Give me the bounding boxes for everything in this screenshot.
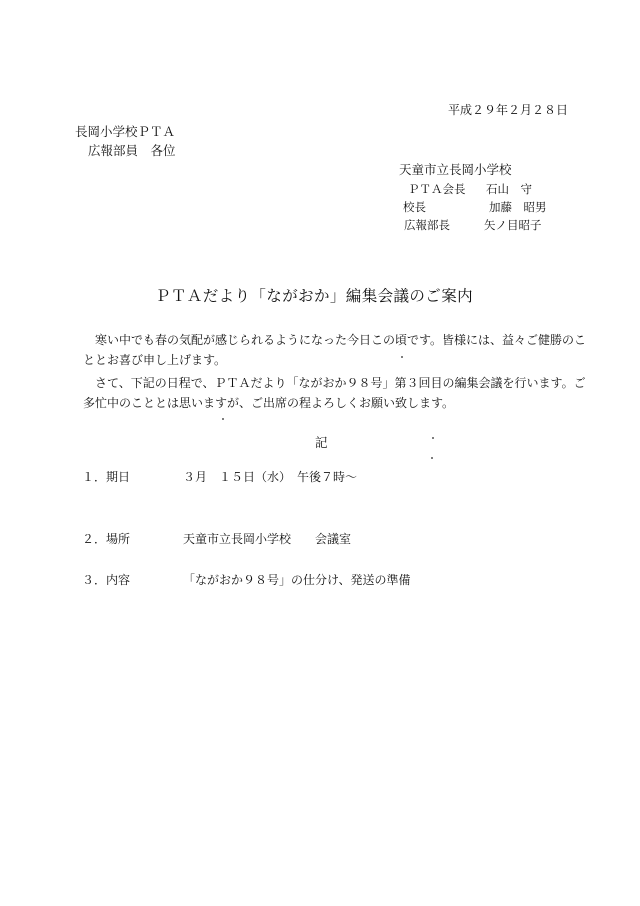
detail-item-content <box>82 571 582 589</box>
detail-label: ３．内容 <box>82 573 131 587</box>
sender-school: 天童市立長岡小学校 <box>399 162 512 177</box>
scan-speck <box>222 418 224 420</box>
detail-label: １．期日 <box>82 470 131 484</box>
signer-pr-chief <box>404 217 604 233</box>
detail-value: 天童市立長岡小学校 会議室 <box>183 532 352 546</box>
ki-heading: 記 <box>315 435 328 450</box>
announcement-paragraph <box>83 373 603 413</box>
signer-pta-president <box>408 181 608 197</box>
scan-speck <box>432 437 434 439</box>
detail-value: 「ながおか９８号」の仕分け、発送の準備 <box>183 573 411 587</box>
signer-principal <box>403 199 603 215</box>
scan-speck <box>431 457 433 459</box>
paragraph-line: 寒い中でも春の気配が感じられるようになった今日この頃です。皆様には、益々ご健勝のこ <box>95 333 587 347</box>
greeting-paragraph <box>83 330 603 370</box>
detail-item-date <box>82 468 582 486</box>
scan-speck <box>401 356 403 358</box>
recipient-organization: 長岡小学校ＰＴＡ <box>75 124 176 139</box>
signer-name: 石山 守 <box>486 182 532 196</box>
paragraph-line: ととお喜び申し上げます。 <box>83 353 227 367</box>
signer-role: ＰＴＡ会長 <box>408 182 466 196</box>
paragraph-line: さて、下記の日程で、ＰＴＡだより「ながおか９８号」第３回目の編集会議を行います。ご <box>95 376 586 390</box>
signer-role: 校長 <box>403 200 426 214</box>
detail-item-place <box>82 530 582 548</box>
signer-name: 矢ノ目昭子 <box>484 218 542 232</box>
signer-name: 加藤 昭男 <box>489 200 547 214</box>
recipient-members: 広報部員 各位 <box>88 143 176 158</box>
document-title: ＰＴＡだより「ながおか」編集会議のご案内 <box>155 287 474 305</box>
signer-role: 広報部長 <box>404 218 450 232</box>
detail-label: ２．場所 <box>82 532 131 546</box>
paragraph-line: 多忙中のこととは思いますが、ご出席の程よろしくお願い致します。 <box>83 396 455 410</box>
detail-value: ３月 １５日（水） 午後７時～ <box>183 470 358 484</box>
document-date: 平成２９年２月２８日 <box>448 103 569 117</box>
